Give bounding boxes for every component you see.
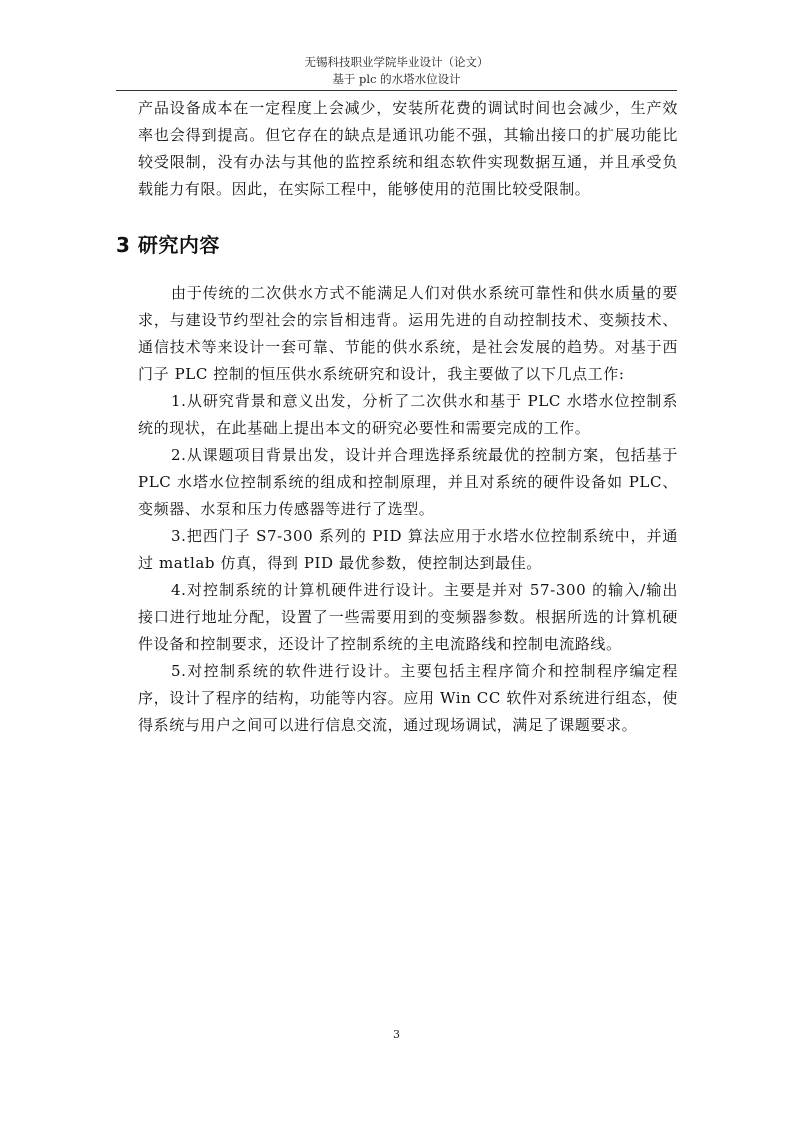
intro-paragraph: 产品设备成本在一定程度上会减少，安装所花费的调试时间也会减少，生产效率也会得到提高。但它存在的缺点是通讯功能不强，其输出接口的扩展功能比较受限制，没有办法与其他的监控系统和组态软件实现数据互通，并且承受负载能力有限。因此，在实际工程中，能够使用的范围比较受限制。 xyxy=(138,99,678,198)
work-item-3: 3.把西门子 S7-300 系列的 PID 算法应用于水塔水位控制系统中，并通过 matlab 仿真，得到 PID 最优参数，使控制达到最佳。 xyxy=(138,527,678,572)
section-heading: 3 研究内容 xyxy=(116,233,220,257)
header-school-title: 无锡科技职业学院毕业设计（论文） xyxy=(304,55,489,69)
page-number: 3 xyxy=(393,1028,400,1041)
header-divider xyxy=(116,90,677,91)
work-item-2: 2.从课题项目背景出发，设计并合理选择系统最优的控制方案，包括基于 PLC 水塔水位控制系统的组成和控制原理，并且对系统的硬件设备如 PLC、变频器、水泵和压力传感器等进行了选型。 xyxy=(138,446,678,518)
page-header xyxy=(116,54,677,88)
header-thesis-title: 基于 plc 的水塔水位设计 xyxy=(332,72,461,86)
section-paragraph-intro: 由于传统的二次供水方式不能满足人们对供水系统可靠性和供水质量的要求，与建设节约型社会的宗旨相违背。运用先进的自动控制技术、变频技术、通信技术等来设计一套可靠、节能的供水系统，是社会发展的趋势。对基于西门子 PLC 控制的恒压供水系统研究和设计，我主要做了以下几点工作: xyxy=(138,284,678,383)
work-item-4: 4.对控制系统的计算机硬件进行设计。主要是并对 57-300 的输入/输出接口进行地址分配，设置了一些需要用到的变频器参数。根据所选的计算机硬件设备和控制要求，还设计了控制系统的主电流路线和控制电流路线。 xyxy=(138,581,678,653)
work-item-5: 5.对控制系统的软件进行设计。主要包括主程序简介和控制程序编定程序，设计了程序的结构，功能等内容。应用 Win CC 软件对系统进行组态，使得系统与用户之间可以进行信息交流，通过现场调试，满足了课题要求。 xyxy=(138,662,678,734)
document-body xyxy=(116,95,678,739)
work-item-1: 1.从研究背景和意义出发，分析了二次供水和基于 PLC 水塔水位控制系统的现状，在此基础上提出本文的研究必要性和需要完成的工作。 xyxy=(138,392,678,437)
